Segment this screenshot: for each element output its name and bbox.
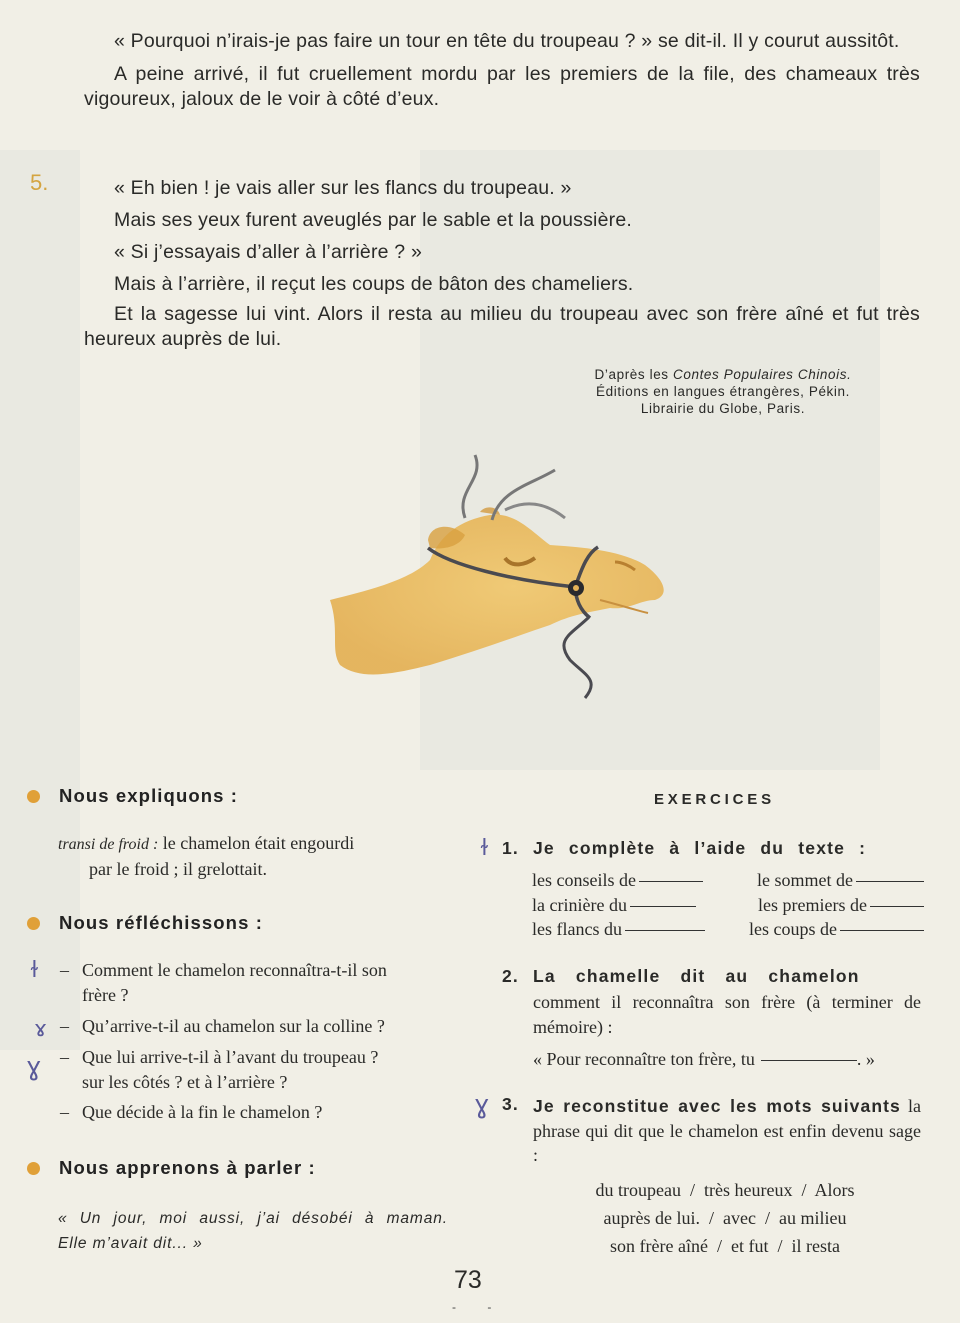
pencil-check-icon: ɤ xyxy=(34,1017,48,1042)
fill-item xyxy=(532,868,703,893)
blank-field[interactable] xyxy=(840,929,924,931)
bullet-icon xyxy=(27,1162,40,1175)
heading-text: Nous expliquons : xyxy=(59,785,239,806)
heading-reflect xyxy=(28,912,263,934)
fill-row xyxy=(532,917,924,942)
word-bank-line: son frère aîné / et fut / il resta xyxy=(610,1236,840,1256)
story-line: « Si j’essayais d’aller à l’arrière ? » xyxy=(114,241,423,263)
exercise-title: Je complète à l’aide du texte : xyxy=(533,838,867,858)
word-bank-line: auprès de lui. / avec / au milieu xyxy=(603,1208,847,1228)
prompt-line: « Un jour, moi aussi, j’ai désobéi à maman. xyxy=(58,1210,448,1227)
story-top xyxy=(84,29,920,112)
question-item xyxy=(58,1045,450,1094)
exercise-title: Je reconstitue avec les mots suivants xyxy=(533,1096,901,1116)
fill-prompt: la crinière du xyxy=(532,894,627,915)
dash: – xyxy=(60,1102,69,1122)
bullet-icon xyxy=(27,917,40,930)
blank-field[interactable] xyxy=(639,880,703,882)
dash: – xyxy=(60,960,69,980)
definition-text: le chamelon était engourdi xyxy=(158,833,355,853)
source-title: Contes Populaires Chinois. xyxy=(673,367,852,382)
story-line: « Eh bien ! je vais aller sur les flancs du troupeau. » xyxy=(114,177,572,199)
page-number: 73 xyxy=(454,1266,482,1294)
fill-prompt: le sommet de xyxy=(757,870,853,890)
blank-field[interactable] xyxy=(870,905,924,907)
fill-item xyxy=(757,868,924,893)
dash: – xyxy=(60,1016,69,1036)
source-publisher: Éditions en langues étrangères, Pékin. xyxy=(596,384,850,399)
exercise-2-heading xyxy=(502,966,922,987)
exercise-3-body xyxy=(533,1094,921,1168)
exercise-1-heading xyxy=(502,838,922,859)
fill-item xyxy=(749,917,924,942)
word-bank-line: du troupeau / très heureux / Alors xyxy=(595,1180,855,1200)
heading-speak xyxy=(28,1157,316,1179)
question-text: frère ? xyxy=(82,984,129,1005)
question-text: Qu’arrive-t-il au chamelon sur la colline ? xyxy=(82,1016,385,1036)
quote-start: « Pour reconnaître ton frère, tu xyxy=(533,1049,755,1069)
exercises-title: EXERCICES xyxy=(654,791,775,808)
speaking-prompt xyxy=(58,1206,448,1256)
exercise-title: La chamelle dit au chamelon xyxy=(533,966,860,986)
fill-item xyxy=(532,893,696,918)
exercise-instructions: comment il reconnaîtra son frère (à terminer de mémoire) : xyxy=(533,992,921,1037)
fill-prompt: les flancs du xyxy=(532,919,622,939)
exercise-number: 3. xyxy=(502,1094,519,1114)
fill-row xyxy=(532,893,924,918)
pencil-check-icon: ɣ xyxy=(474,1090,490,1120)
section-number: 5. xyxy=(30,170,49,195)
exercise-instructions: la phrase qui dit que le chamelon est enfin devenu sage : xyxy=(533,1096,922,1165)
question-text: sur les côtés ? et à l’arrière ? xyxy=(82,1071,288,1092)
definition-text: par le froid ; il grelottait. xyxy=(89,859,267,879)
story-line: Mais ses yeux furent aveuglés par le sable et la poussière. xyxy=(114,209,632,231)
fill-row xyxy=(532,868,924,893)
fill-item xyxy=(532,917,705,942)
exercise-2-quote xyxy=(533,1047,921,1072)
question-item xyxy=(58,1100,450,1125)
page-footer-marks: - - xyxy=(452,1300,506,1314)
question-text: Comment le chamelon reconnaîtra-t-il son xyxy=(82,960,387,980)
blank-field[interactable] xyxy=(761,1059,857,1061)
story-paragraph: A peine arrivé, il fut cruellement mordu par les premiers de la file, des chameaux très vigoureux, jaloux de le voir à côté d’eux. xyxy=(84,63,920,110)
story-section-5 xyxy=(84,172,920,300)
fill-prompt: les coups de xyxy=(749,919,837,939)
blank-field[interactable] xyxy=(856,880,924,882)
explain-definition xyxy=(58,831,446,881)
fill-prompt: les premiers de xyxy=(758,894,867,915)
heading-text: Nous réfléchissons : xyxy=(59,912,263,933)
exercise-number: 1. xyxy=(502,838,519,858)
blank-field[interactable] xyxy=(630,905,696,907)
camel-illustration xyxy=(300,450,700,710)
bullet-icon xyxy=(27,790,40,803)
pencil-check-icon: ɫ xyxy=(480,836,489,861)
story-final xyxy=(84,302,920,352)
source-library: Librairie du Globe, Paris. xyxy=(640,401,806,416)
heading-text: Nous apprenons à parler : xyxy=(59,1157,316,1178)
exercise-2-body xyxy=(533,990,921,1072)
story-paragraph: « Pourquoi n’irais-je pas faire un tour en tête du troupeau ? » se dit-il. Il y courut aussitôt. xyxy=(114,30,900,52)
exercise-1-fill-grid xyxy=(532,868,924,942)
blank-field[interactable] xyxy=(625,929,705,931)
story-line: Mais à l’arrière, il reçut les coups de bâton des chameliers. xyxy=(114,273,634,295)
word-bank xyxy=(520,1176,930,1260)
dash: – xyxy=(60,1047,69,1067)
quote-end: . » xyxy=(856,1049,875,1069)
story-paragraph: Et la sagesse lui vint. Alors il resta au milieu du troupeau avec son frère aîné et fut très heureux auprès de lui. xyxy=(84,303,920,350)
exercise-number: 2. xyxy=(502,966,519,986)
source-prefix: D’après les xyxy=(594,367,674,382)
source-citation xyxy=(560,366,886,417)
pencil-check-icon: ɣ xyxy=(26,1052,42,1082)
question-text: Que décide à la fin le chamelon ? xyxy=(82,1102,323,1122)
prompt-line: Elle m’avait dit... » xyxy=(58,1235,203,1252)
question-item xyxy=(58,958,450,1007)
heading-explain xyxy=(28,785,238,807)
question-text: Que lui arrive-t-il à l’avant du troupeau ? xyxy=(82,1047,379,1067)
fill-item xyxy=(758,893,924,918)
question-item xyxy=(58,1014,450,1039)
pencil-check-icon: ɫ xyxy=(30,958,39,983)
fill-prompt: les conseils de xyxy=(532,870,636,890)
definition-term: transi de froid : xyxy=(58,836,159,853)
